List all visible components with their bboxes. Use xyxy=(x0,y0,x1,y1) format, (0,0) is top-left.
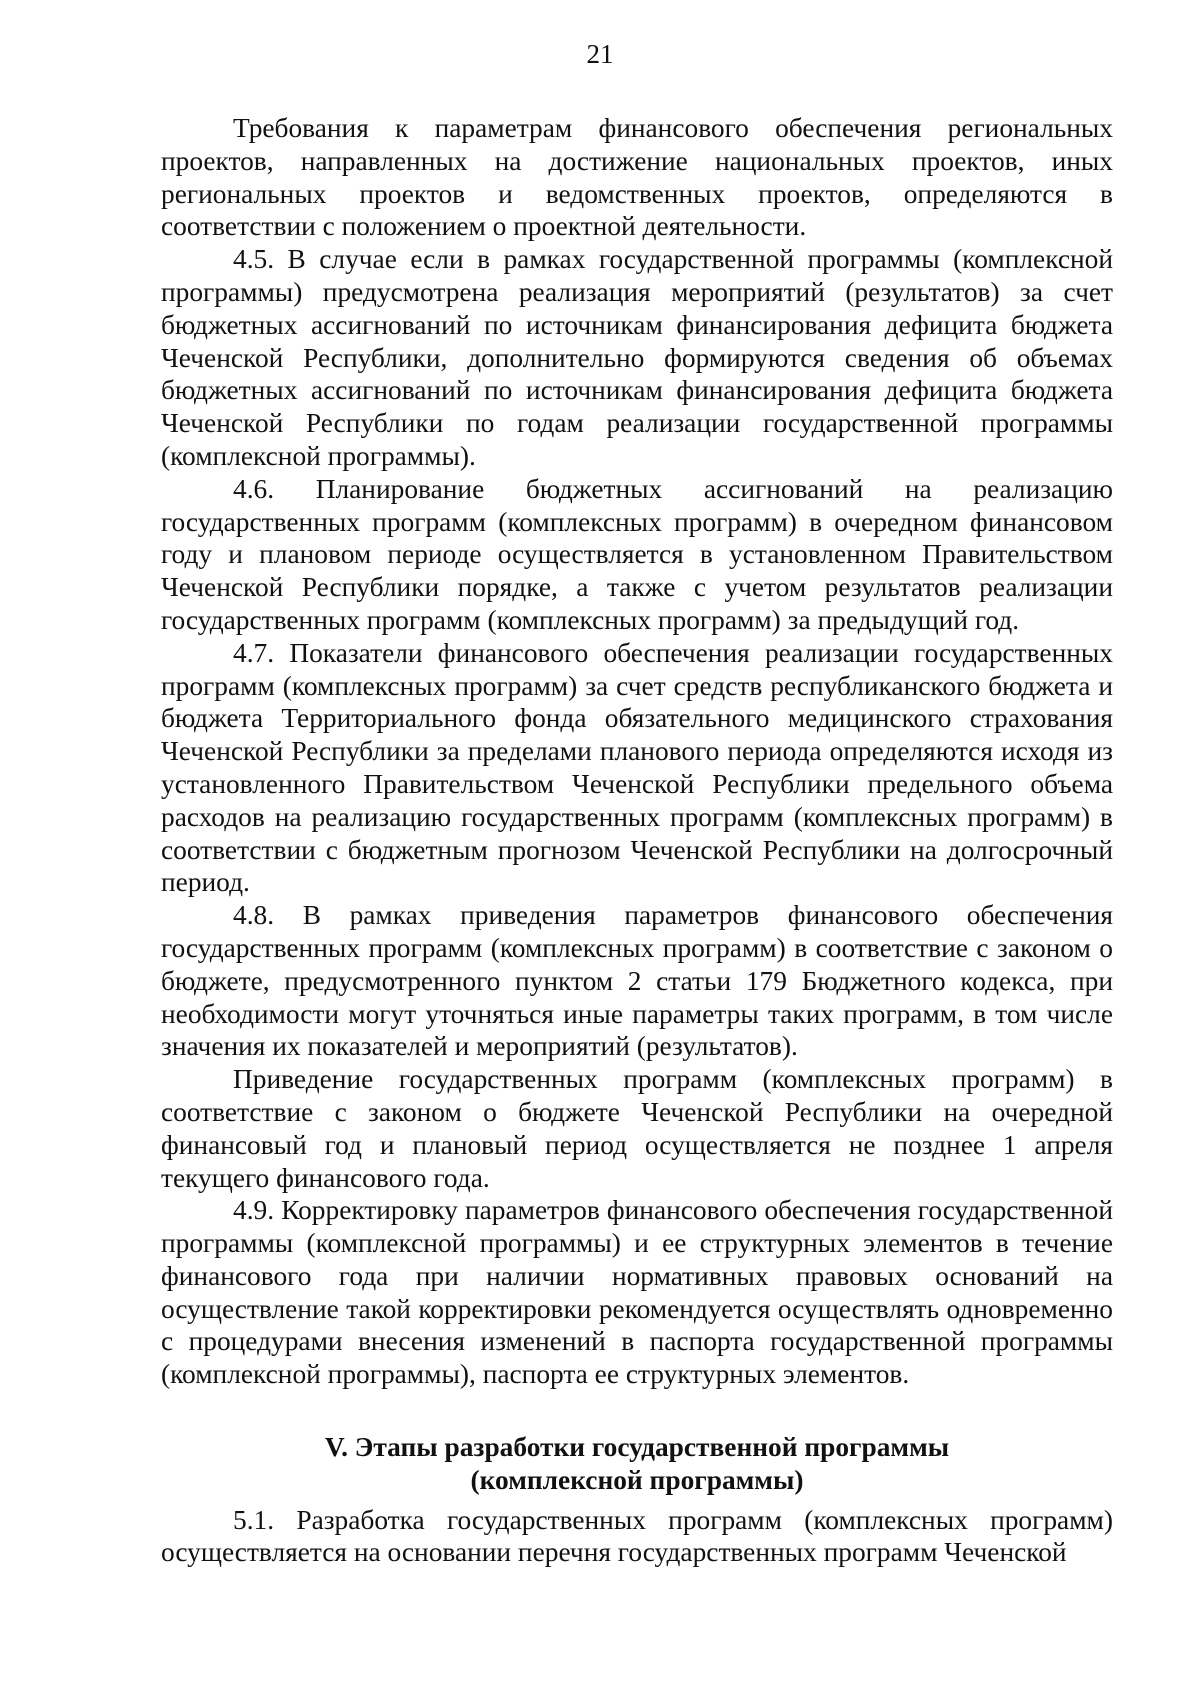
paragraph-5-1: 5.1. Разработка государственных программ (комплексных программ) осуществляется на основании перечня государственных программ Чеченской xyxy=(161,1504,1113,1568)
paragraph-financing-requirements: Требования к параметрам финансового обеспечения региональных проектов, направленных на достижение национальных проектов, иных региональных проектов и ведомственных проектов, определяются в соответствии с положением о проектной деятельности. xyxy=(161,113,1113,242)
page-content xyxy=(161,112,1113,1569)
paragraph-4-8: 4.8. В рамках приведения параметров финансового обеспечения государственных программ (комплексных программ) в соответствие с законом о бюджете, предусмотренного пунктом 2 статьи 179 Бюджетного кодекса, при необходимости могут уточняться иные параметры таких программ, в том числе значения их показателей и мероприятий (результатов). xyxy=(161,900,1113,1062)
paragraph-4-7: 4.7. Показатели финансового обеспечения реализации государственных программ (комплексных программ) за счет средств республиканского бюджета и бюджета Территориального фонда обязательного медицинского страхования Чеченской Республики за пределами планового периода определяются исходя из установленного Правительством Чеченской Республики предельного объема расходов на реализацию государственных программ (комплексных программ) в соответствии с бюджетным прогнозом Чеченской Республики на долгосрочный период. xyxy=(161,637,1113,898)
paragraph-4-6: 4.6. Планирование бюджетных ассигнований на реализацию государственных программ (комплексных программ) в очередном финансовом году и плановом периоде осуществляется в установленном Правительством Чеченской Республики порядке, а также с учетом результатов реализации государственных программ (комплексных программ) за предыдущий год. xyxy=(161,473,1113,635)
section-heading xyxy=(161,1431,1113,1497)
paragraph-4-9: 4.9. Корректировку параметров финансового обеспечения государственной программы (комплексной программы) и ее структурных элементов в течение финансового года при наличии нормативных правовых оснований на осуществление такой корректировки рекомендуется осуществлять одновременно с процедурами внесения изменений в паспорта государственной программы (комплексной программы), паспорта ее структурных элементов. xyxy=(161,1195,1113,1390)
section-heading-line-1: V. Этапы разработки государственной программы xyxy=(324,1432,950,1463)
section-heading-line-2: (комплексной программы) xyxy=(470,1464,804,1495)
paragraph-4-5: 4.5. В случае если в рамках государственной программы (комплексной программы) предусмотрена реализация мероприятий (результатов) за счет бюджетных ассигнований по источникам финансирования дефицита бюджета Чеченской Республики, дополнительно формируются сведения об объемах бюджетных ассигнований по источникам финансирования дефицита бюджета Чеченской Республики по годам реализации государственной программы (комплексной программы). xyxy=(161,244,1113,471)
paragraph-alignment-deadline: Приведение государственных программ (комплексных программ) в соответствие с законом о бюджете Чеченской Республики на очередной финансовый год и плановый период осуществляется не позднее 1 апреля текущего финансового года. xyxy=(161,1064,1113,1193)
page-number: 21 xyxy=(586,39,614,69)
